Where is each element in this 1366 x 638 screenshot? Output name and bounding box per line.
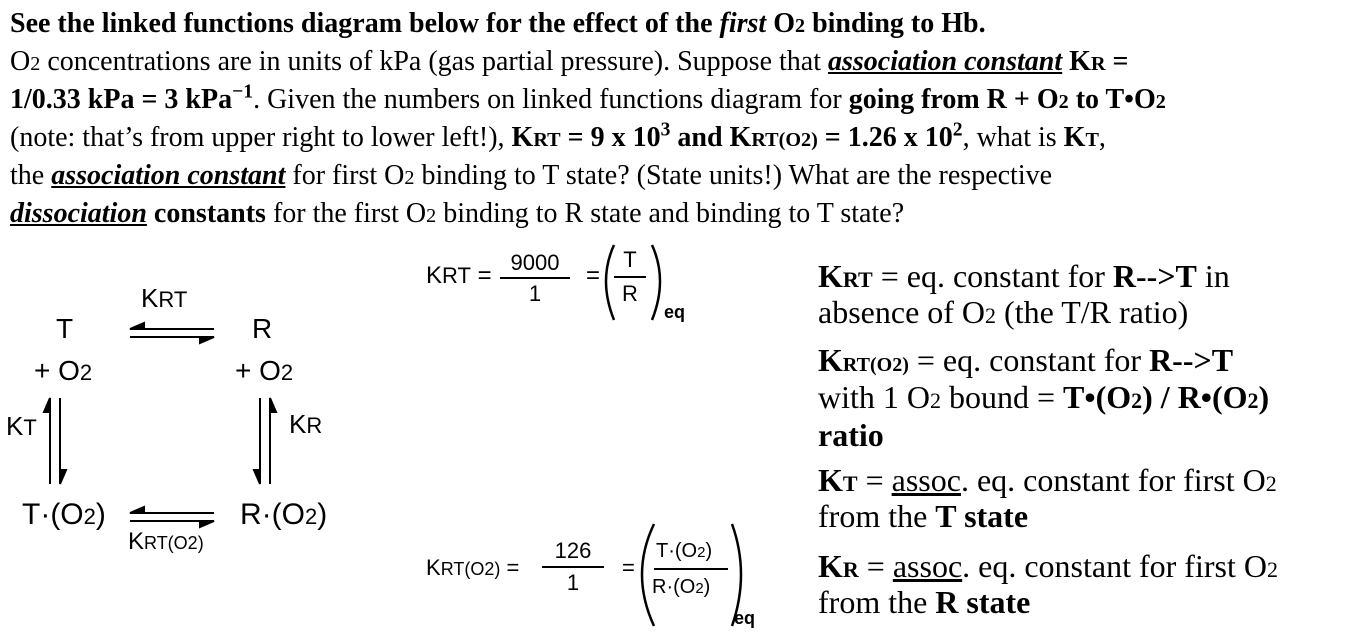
eq1-fraction-bar	[500, 277, 570, 279]
eq1-equals: =	[586, 262, 601, 289]
definition-k-t: KT = assoc. eq. constant for first O2 from the T state	[818, 462, 1277, 534]
question-line-6: dissociation constants for the first O2 binding to R state and binding to T state?	[10, 198, 905, 229]
r-state-label: R	[252, 313, 273, 344]
equilibrium-arrows	[0, 0, 360, 600]
eq2-numerator: 126	[554, 538, 592, 563]
eq1-parentheses	[600, 240, 670, 330]
eq1-k-rt: KRT =	[426, 262, 492, 289]
eq2-equals: =	[622, 555, 635, 580]
eq1-denominator: 1	[528, 281, 542, 306]
left-equilibrium-arrow	[44, 398, 66, 484]
question-line-1: See the linked functions diagram below for the effect of the first O2 binding to Hb.	[10, 8, 986, 39]
definition-k-rt: KRT = eq. constant for R-->T in absence of O2 (the T/R ratio)	[818, 258, 1230, 330]
k-rt-o2-bottom-label: KRT(O2)	[128, 528, 204, 555]
eq1-ratio-bottom: R	[622, 281, 638, 306]
question-line-3: 1/0.33 kPa = 3 kPa$^{-1}$. Given the numbers on linked functions diagram for going from R + O2 to T•O2	[10, 81, 1166, 115]
eq1-numerator: 9000	[510, 250, 560, 275]
eq2-fraction-bar	[542, 566, 604, 568]
t-o2-state-label: T·(O2)	[22, 498, 106, 531]
eq2-parentheses	[636, 520, 746, 632]
right-equilibrium-arrow	[254, 398, 276, 484]
t-plus-o2-label: + O2	[34, 355, 93, 386]
definition-k-r: KR = assoc. eq. constant for first O2 from the R state	[818, 548, 1278, 620]
r-plus-o2-label: + O2	[235, 355, 294, 386]
k-rt-top-label: KRT	[141, 283, 188, 313]
t-state-label: T	[56, 313, 74, 344]
k-t-label: KT	[6, 411, 37, 441]
eq1-eq-tag: eq	[664, 302, 686, 322]
eq2-eq-tag: eq	[734, 608, 756, 628]
eq1-ratio-top: T	[623, 247, 637, 272]
eq2-k-rt-o2: KRT(O2) =	[426, 555, 520, 580]
eq2-denominator: 1	[566, 570, 580, 595]
question-line-2: O2 concentrations are in units of kPa (gas partial pressure). Suppose that association constant KR =	[10, 46, 1129, 77]
k-r-label: KR	[289, 409, 323, 439]
top-equilibrium-arrow	[130, 323, 214, 343]
eq2-ratio-bottom: R·(O2)	[652, 576, 711, 598]
question-line-4: (note: that’s from upper right to lower left!), KRT = 9 x $10^3$ and KRT(O2) = 1.26 x $10^2$, what is KT,	[10, 119, 1106, 153]
question-line-5: the association constant for first O2 binding to T state? (State units!) What are the respective	[10, 160, 1053, 191]
definition-k-rt-o2: KRT(O2) = eq. constant for R-->T with 1 O2 bound = T•(O2) / R•(O2) ratio	[818, 342, 1270, 453]
bottom-equilibrium-arrow	[130, 507, 214, 527]
eq2-ratio-top: T·(O2)	[656, 540, 713, 562]
r-o2-state-label: R·(O2)	[240, 498, 328, 531]
